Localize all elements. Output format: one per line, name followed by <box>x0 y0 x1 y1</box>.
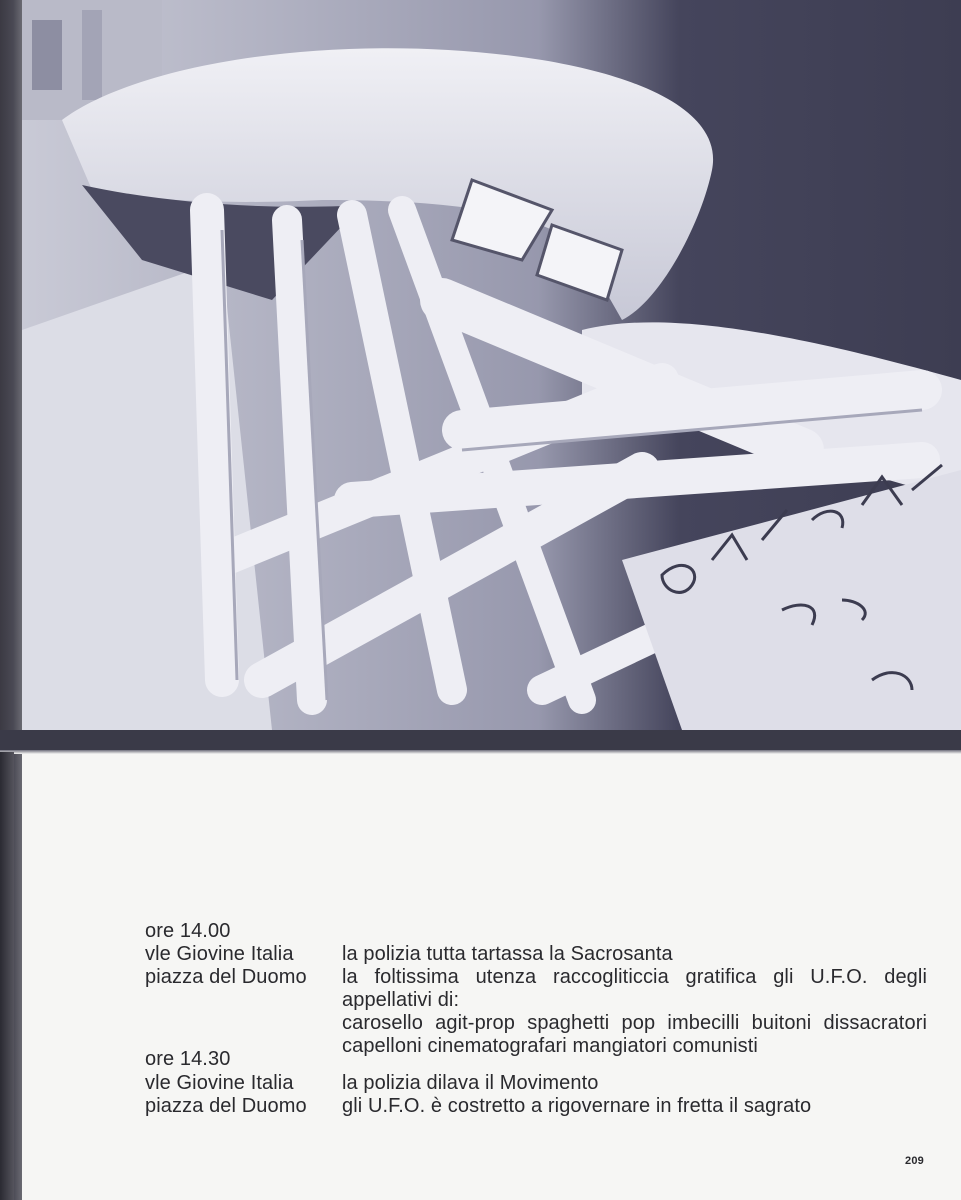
photo-bottom-band <box>0 730 961 750</box>
event-text: la polizia dilava il Movimento <box>342 1072 599 1094</box>
place-label: piazza del Duomo <box>145 966 307 988</box>
place-label: piazza del Duomo <box>145 1095 307 1117</box>
event-text: gli U.F.O. è costretto a rigovernare in fretta il sagrato <box>342 1095 812 1117</box>
binding-edge-lower <box>0 752 14 1200</box>
time-label: ore 14.00 <box>145 920 231 942</box>
place-label: vle Giovine Italia <box>145 1072 294 1094</box>
event-text: la polizia tutta tartassa la Sacrosanta <box>342 943 673 965</box>
photo-band-fade <box>0 750 961 754</box>
page-number: 209 <box>905 1155 924 1167</box>
time-label: ore 14.30 <box>145 1048 231 1070</box>
event-text: la foltissima utenza raccogliticcia gratifica gli U.F.O. degli appellativi di: <box>342 966 927 1011</box>
place-label: vle Giovine Italia <box>145 943 294 965</box>
ufo-sculpture-photo <box>22 0 961 730</box>
event-text: carosello agit-prop spaghetti pop imbecilli buitoni dissacratori capelloni cinematografari mangiatori comunisti <box>342 1012 927 1057</box>
